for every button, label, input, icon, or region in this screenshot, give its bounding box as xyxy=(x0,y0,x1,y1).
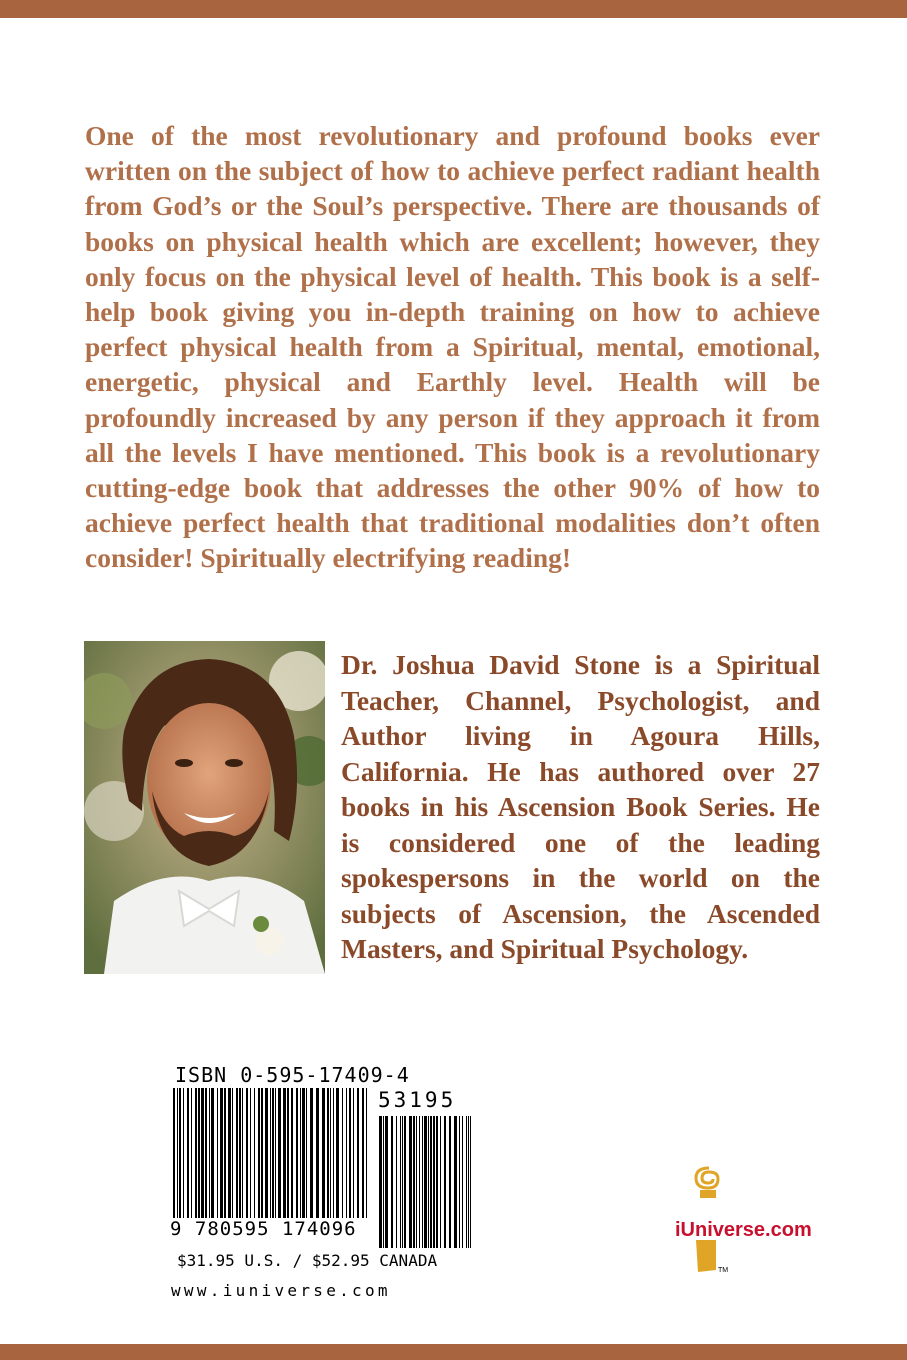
price-label: $31.95 U.S. / $52.95 CANADA xyxy=(177,1251,438,1270)
author-bio: Dr. Joshua David Stone is a Spiritual Teacher, Channel, Psychologist, and Author living in Agoura Hills, California. He has authored over 27 books in his Ascension Book Series. He is considered one of the leading spokespersons in the world on the subjects of Ascension, the Ascended Masters, and Spiritual Psychology. xyxy=(341,649,820,964)
author-photo xyxy=(84,641,325,974)
isbn-label: ISBN 0-595-17409-4 xyxy=(175,1063,410,1087)
ean-digits: 9 780595 174096 xyxy=(166,1218,370,1240)
addon-digits: 53195 xyxy=(378,1088,457,1112)
top-border-band xyxy=(0,0,907,18)
iuniverse-logo-text: iUniverse.com xyxy=(675,1219,812,1241)
svg-text:TM: TM xyxy=(718,1267,729,1274)
website-label: www.iuniverse.com xyxy=(171,1281,391,1300)
book-description: One of the most revolutionary and profound books ever written on the subject of how to achieve perfect radiant health from God’s or the Soul’s perspective. There are thousands of books on physical health which are excellent; however, they only focus on the physical level of health. This book is a self-help book giving you in-depth training on how to achieve perfect physical health from a Spiritual, mental, emotional, energetic, physical and Earthly level. Health will be profoundly increased by any person if they approach it from all the levels I have mentioned. This book is a revolutionary cutting-edge book that addresses the other 90% of how to achieve perfect health that traditional modalities don’t often consider! Spiritually electrifying reading! xyxy=(85,120,820,574)
bottom-border-band xyxy=(0,1344,907,1360)
iuniverse-logo xyxy=(676,1160,786,1275)
